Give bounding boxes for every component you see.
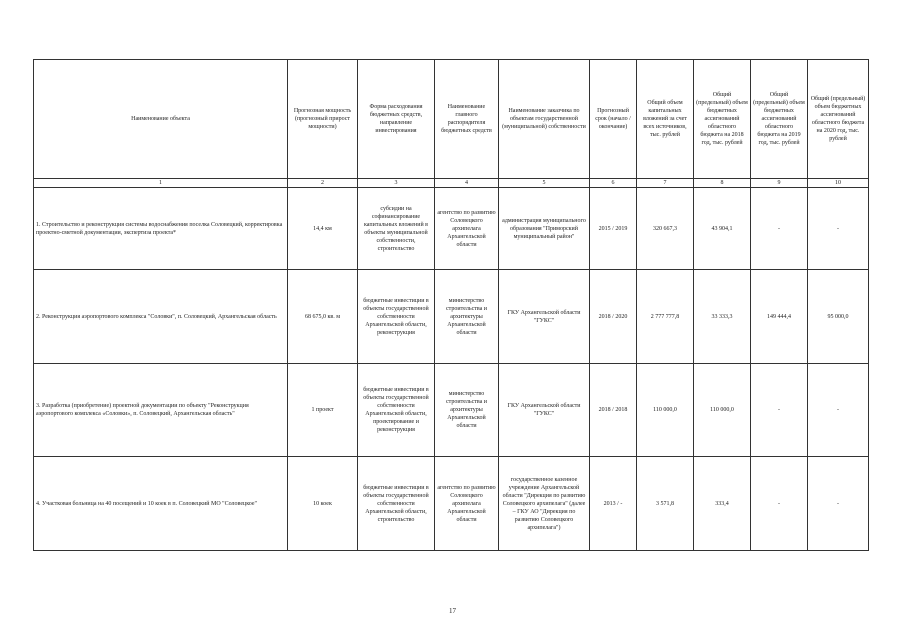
- column-number: 1: [34, 179, 288, 188]
- customer: администрация муниципального образования "Приморский муниципальный район": [499, 188, 590, 270]
- object-name: 4. Участковая больница на 40 посещений и 10 коек в п. Соловецкий МО "Соловецкое": [34, 457, 288, 551]
- page-number: 17: [449, 607, 456, 615]
- header-object-name: Наименование объекта: [34, 60, 288, 179]
- budget-2018: 33 333,3: [694, 270, 751, 364]
- header-budget-manager: Наименование главного распорядителя бюджетных средств: [435, 60, 499, 179]
- column-number-row: [34, 179, 869, 188]
- header-customer: Наименование заказчика по объектам государственной (муниципальной) собственности: [499, 60, 590, 179]
- spending-form: бюджетные инвестиции в объекты государственной собственности Архангельской области, строительство: [358, 457, 435, 551]
- header-capacity: Прогнозная мощность (прогнозный прирост мощности): [288, 60, 358, 179]
- budget-2020: -: [808, 457, 869, 551]
- total-investment: 2 777 777,8: [637, 270, 694, 364]
- capacity: 1 проект: [288, 364, 358, 457]
- column-number: 7: [637, 179, 694, 188]
- header-spending-form: Форма расходования бюджетных средств, направление инвестирования: [358, 60, 435, 179]
- table-row: [34, 188, 869, 270]
- object-name: 2. Реконструкция аэропортового комплекса "Соловки", п. Соловецкий, Архангельская область: [34, 270, 288, 364]
- column-number: 6: [590, 179, 637, 188]
- period: 2015 / 2019: [590, 188, 637, 270]
- column-number: 2: [288, 179, 358, 188]
- budget-manager: агентство по развитию Соловецкого архипелага Архангельской области: [435, 188, 499, 270]
- object-name: 3. Разработка (приобретение) проектной документации по объекту "Реконструкция аэропортового комплекса «Соловки», п. Соловецкий, Архангельская область": [34, 364, 288, 457]
- spending-form: бюджетные инвестиции в объекты государственной собственности Архангельской области, реконструкция: [358, 270, 435, 364]
- budget-2020: -: [808, 188, 869, 270]
- column-number: 10: [808, 179, 869, 188]
- capacity: 68 675,0 кв. м: [288, 270, 358, 364]
- table-row: [34, 270, 869, 364]
- period: 2013 / -: [590, 457, 637, 551]
- header-budget-2018: Общий (предельный) объем бюджетных ассигнований областного бюджета на 2018 год, тыс. рублей: [694, 60, 751, 179]
- customer: ГКУ Архангельской области "ГУКС": [499, 270, 590, 364]
- period: 2018 / 2020: [590, 270, 637, 364]
- header-total-investment: Общий объем капитальных вложений за счет всех источников, тыс. рублей: [637, 60, 694, 179]
- customer: ГКУ Архангельской области "ГУКС": [499, 364, 590, 457]
- table-header-row: [34, 60, 869, 179]
- column-number: 5: [499, 179, 590, 188]
- column-number: 4: [435, 179, 499, 188]
- budget-manager: министерство строительства и архитектуры Архангельской области: [435, 270, 499, 364]
- header-period: Прогнозный срок (начало / окончание): [590, 60, 637, 179]
- period: 2018 / 2018: [590, 364, 637, 457]
- budget-manager: агентство по развитию Соловецкого архипелага Архангельской области: [435, 457, 499, 551]
- header-budget-2019: Общий (предельный) объем бюджетных ассигнований областного бюджета на 2019 год, тыс. рублей: [751, 60, 808, 179]
- table-row: [34, 364, 869, 457]
- budget-2019: -: [751, 188, 808, 270]
- total-investment: 3 571,8: [637, 457, 694, 551]
- budget-2020: 95 000,0: [808, 270, 869, 364]
- budget-2018: 110 000,0: [694, 364, 751, 457]
- total-investment: 110 000,0: [637, 364, 694, 457]
- budget-2018: 43 904,1: [694, 188, 751, 270]
- object-name: 1. Строительство и реконструкция системы водоснабжения поселка Соловецкий, корректировка проектно-сметной документации, экспертиза проекта*: [34, 188, 288, 270]
- budget-2019: 149 444,4: [751, 270, 808, 364]
- total-investment: 320 667,3: [637, 188, 694, 270]
- spending-form: субсидии на софинансирование капитальных вложений в объекты муниципальной собственности, строительство: [358, 188, 435, 270]
- column-number: 3: [358, 179, 435, 188]
- budget-manager: министерство строительства и архитектуры Архангельской области: [435, 364, 499, 457]
- header-budget-2020: Общий (предельный) объем бюджетных ассигнований областного бюджета на 2020 год, тыс. рублей: [808, 60, 869, 179]
- budget-2019: -: [751, 457, 808, 551]
- budget-2020: -: [808, 364, 869, 457]
- budget-2018: 333,4: [694, 457, 751, 551]
- capacity: 10 коек: [288, 457, 358, 551]
- customer: государственное казенное учреждение Архангельской области "Дирекция по развитию Соловецкого архипелага" (далее – ГКУ АО "Дирекция по развитию Соловецкого архипелага"): [499, 457, 590, 551]
- table-row: [34, 457, 869, 551]
- investment-objects-table: [33, 59, 869, 551]
- column-number: 8: [694, 179, 751, 188]
- column-number: 9: [751, 179, 808, 188]
- budget-2019: -: [751, 364, 808, 457]
- spending-form: бюджетные инвестиции в объекты государственной собственности Архангельской области, проектирование и реконструкция: [358, 364, 435, 457]
- capacity: 14,4 км: [288, 188, 358, 270]
